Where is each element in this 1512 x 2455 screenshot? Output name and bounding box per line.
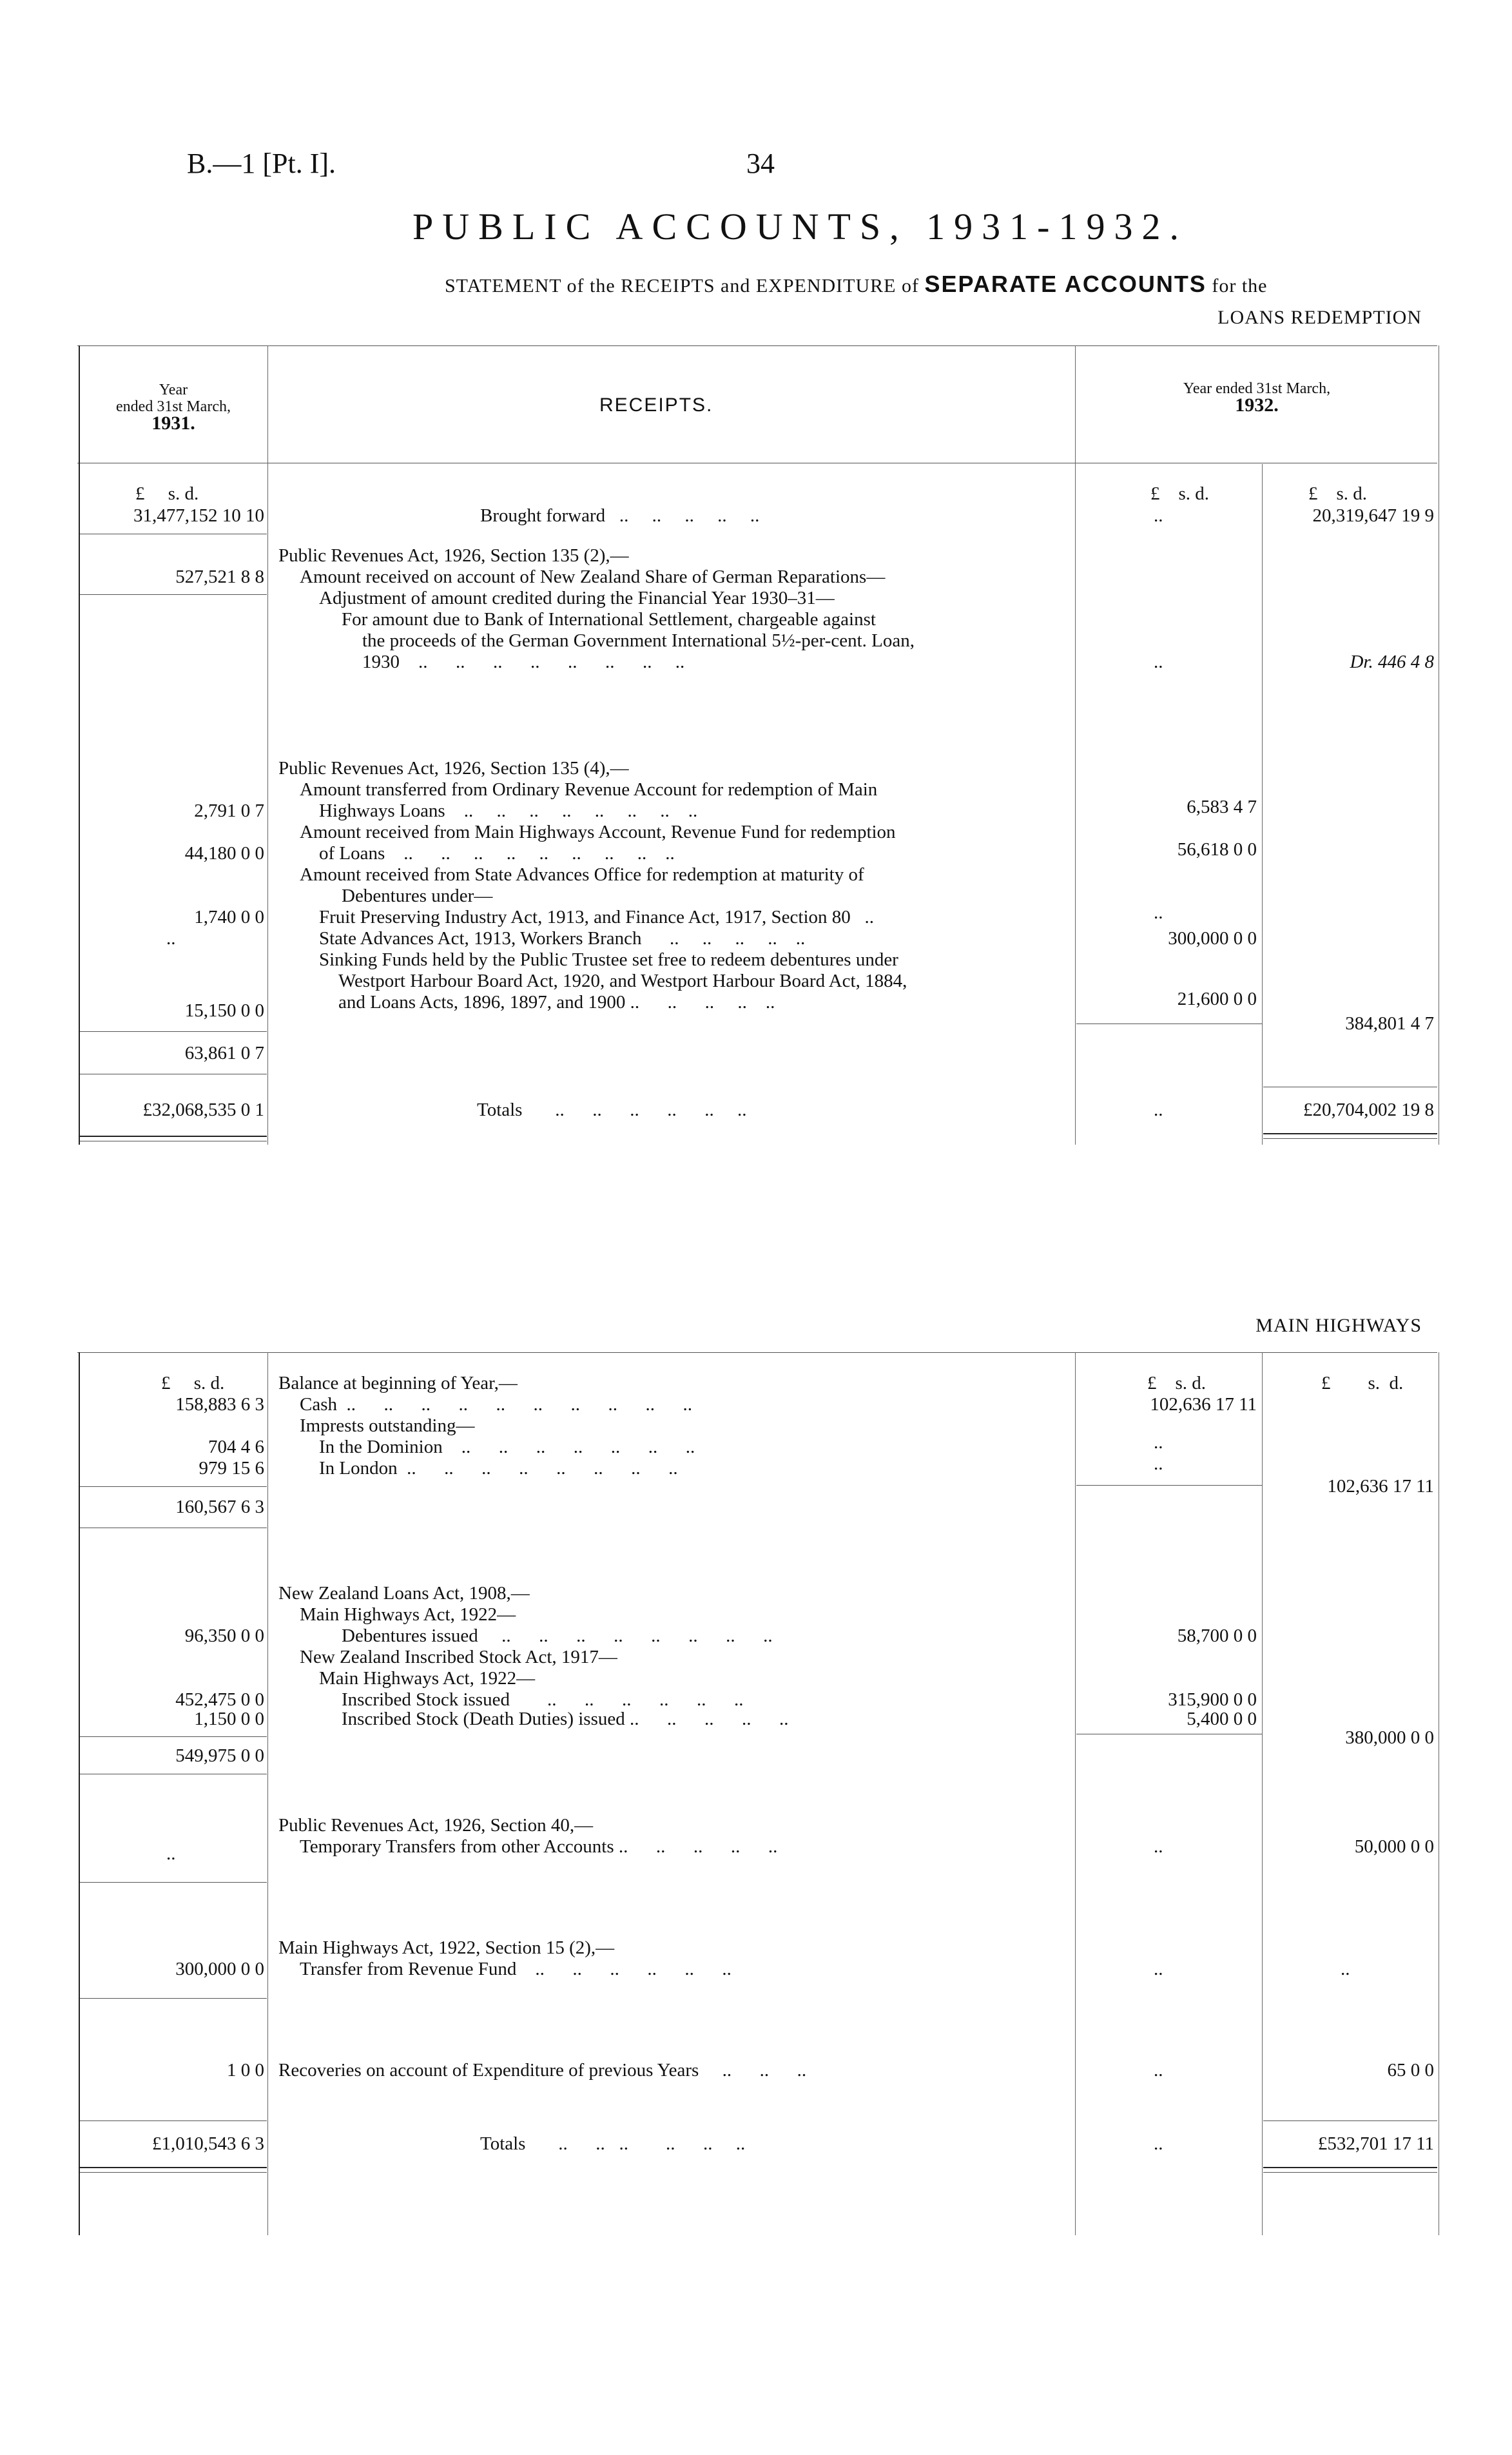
main-highways-line-2: of Loans .. .. .. .. .. .. .. .. .. — [319, 843, 675, 864]
nz-loans-act-heading: New Zealand Loans Act, 1908,— — [278, 1583, 530, 1604]
debentures-prev: 96,350 0 0 — [184, 1625, 264, 1646]
bis-line-1: For amount due to Bank of International Settlement, chargeable against — [342, 609, 876, 630]
header-ended-text: ended 31st March, — [116, 398, 231, 415]
transfer-revenue-total: .. — [1341, 1959, 1350, 1979]
header-year-text: Year — [159, 382, 188, 398]
temporary-transfers-label: Temporary Transfers from other Accounts .. .. .. .. .. — [300, 1836, 778, 1857]
account-name-loans-redemption: LOANS REDEMPTION — [1217, 307, 1422, 328]
sinking-funds-line-1: Sinking Funds held by the Public Trustee set free to redeem debentures under — [319, 949, 898, 970]
lsd-header-prev-2: £ s. d. — [161, 1373, 225, 1393]
main-highways-act-2: Main Highways Act, 1922— — [319, 1668, 536, 1689]
brought-forward-total: 20,319,647 19 9 — [1312, 505, 1434, 526]
inscribed-stock-label: Inscribed Stock issued .. .. .. .. .. .. — [342, 1689, 744, 1710]
totals-prev: £32,068,535 0 1 — [142, 1100, 264, 1120]
main-highways-act-1: Main Highways Act, 1922— — [300, 1604, 516, 1625]
dominion-label: In the Dominion .. .. .. .. .. .. .. — [319, 1437, 695, 1457]
death-duties-prev: 1,150 0 0 — [194, 1709, 264, 1729]
dominion-mid: .. — [1154, 1432, 1163, 1453]
subtotal-prev: 63,861 0 7 — [184, 1043, 264, 1063]
temporary-transfers-prev: .. — [166, 1843, 176, 1864]
pra-40-heading: Public Revenues Act, 1926, Section 40,— — [278, 1815, 594, 1836]
lsd-header-total-2: £ s. d. — [1321, 1373, 1404, 1393]
fruit-preserving-prev: 1,740 0 0 — [194, 907, 264, 927]
german-reparations-prev: 527,521 8 8 — [175, 567, 264, 587]
transfer-revenue-label: Transfer from Revenue Fund .. .. .. .. .. .. — [300, 1959, 732, 1979]
page-reference: B.—1 [Pt. I]. — [187, 148, 336, 179]
ordinary-revenue-mid: 6,583 4 7 — [1187, 797, 1257, 817]
page-number: 34 — [746, 148, 775, 179]
recoveries-label: Recoveries on account of Expenditure of previous Years .. .. .. — [278, 2060, 807, 2081]
dominion-prev: 704 4 6 — [208, 1437, 264, 1457]
workers-branch-label: State Advances Act, 1913, Workers Branch .. .. .. .. .. — [319, 928, 806, 949]
london-label: In London .. .. .. .. .. .. .. .. — [319, 1458, 678, 1479]
mha-15-heading: Main Highways Act, 1922, Section 15 (2),— — [278, 1937, 615, 1958]
temporary-transfers-total: 50,000 0 0 — [1354, 1836, 1434, 1857]
brought-forward-label: Brought forward .. .. .. .. .. — [480, 505, 760, 526]
state-advances-line-1: Amount received from State Advances Office for redemption at maturity of — [300, 864, 864, 885]
transfer-revenue-mid: .. — [1154, 1959, 1163, 1979]
balance-total: 102,636 17 11 — [1327, 1476, 1434, 1497]
sinking-funds-line-3: and Loans Acts, 1896, 1897, and 1900 .. .. .. .. .. — [338, 992, 775, 1013]
transfer-revenue-prev: 300,000 0 0 — [175, 1959, 264, 1979]
column-header-1932 — [1076, 380, 1437, 415]
pra-135-4-heading: Public Revenues Act, 1926, Section 135 (4),— — [278, 758, 629, 779]
temporary-transfers-mid: .. — [1154, 1836, 1163, 1857]
column-header-receipts: RECEIPTS. — [599, 394, 713, 416]
workers-branch-prev: .. — [166, 928, 176, 949]
totals-label-2: Totals .. .. .. .. .. .. — [480, 2133, 746, 2154]
main-highways-prev: 44,180 0 0 — [184, 843, 264, 864]
subtotal-total: 384,801 4 7 — [1345, 1013, 1434, 1034]
debentures-mid: 58,700 0 0 — [1177, 1625, 1257, 1646]
account-name-main-highways: MAIN HIGHWAYS — [1255, 1315, 1422, 1336]
lsd-header-mid: £ s. d. — [1150, 483, 1210, 504]
page-title: PUBLIC ACCOUNTS, 1931-1932. — [412, 206, 1188, 247]
bis-line-2: the proceeds of the German Government International 5½-per-cent. Loan, — [362, 630, 915, 651]
balance-prev: 160,567 6 3 — [175, 1497, 264, 1517]
workers-branch-mid: 300,000 0 0 — [1168, 928, 1257, 949]
statement-line — [445, 271, 1268, 298]
pra-135-2-heading: Public Revenues Act, 1926, Section 135 (2),— — [278, 545, 629, 566]
lsd-header-mid-2: £ s. d. — [1147, 1373, 1207, 1393]
sinking-funds-prev: 15,150 0 0 — [184, 1000, 264, 1021]
imprests-label: Imprests outstanding— — [300, 1415, 475, 1436]
london-mid: .. — [1154, 1453, 1163, 1474]
death-duties-mid: 5,400 0 0 — [1187, 1709, 1257, 1729]
header-year-1932: 1932. — [1235, 394, 1279, 416]
cash-label: Cash .. .. .. .. .. .. .. .. .. .. — [300, 1394, 692, 1415]
main-highways-mid: 56,618 0 0 — [1177, 839, 1257, 860]
totals-prev-2: £1,010,543 6 3 — [152, 2133, 264, 2154]
lsd-header-prev: £ s. d. — [135, 483, 199, 504]
ordinary-revenue-prev: 2,791 0 7 — [194, 801, 264, 821]
brought-forward-mid: .. — [1154, 505, 1163, 526]
recoveries-total: 65 0 0 — [1387, 2060, 1434, 2081]
totals-label: Totals .. .. .. .. .. .. — [477, 1100, 747, 1120]
statement-bold: SEPARATE ACCOUNTS — [924, 271, 1207, 297]
london-prev: 979 15 6 — [199, 1458, 264, 1479]
nz-inscribed-stock-act: New Zealand Inscribed Stock Act, 1917— — [300, 1647, 617, 1667]
totals-total: £20,704,002 19 8 — [1303, 1100, 1434, 1120]
main-highways-line-1: Amount received from Main Highways Account, Revenue Fund for redemption — [300, 822, 896, 842]
sinking-funds-line-2: Westport Harbour Board Act, 1920, and Westport Harbour Board Act, 1884, — [338, 971, 907, 991]
totals-mid: .. — [1154, 1100, 1163, 1120]
inscribed-stock-mid: 315,900 0 0 — [1168, 1689, 1257, 1710]
recoveries-prev: 1 0 0 — [227, 2060, 264, 2081]
header-ended-1932-text: Year ended 31st March, — [1183, 380, 1331, 397]
statement-suffix: for the — [1212, 275, 1268, 296]
loans-subtotal-prev: 549,975 0 0 — [175, 1745, 264, 1766]
adjustment-label: Adjustment of amount credited during the Financial Year 1930–31— — [319, 588, 835, 608]
ordinary-revenue-line-2: Highways Loans .. .. .. .. .. .. .. .. — [319, 801, 698, 821]
bis-mid: .. — [1154, 652, 1163, 672]
fruit-preserving-mid: .. — [1154, 902, 1163, 923]
state-advances-line-2: Debentures under— — [342, 886, 493, 906]
german-reparations-label: Amount received on account of New Zealand Share of German Reparations— — [300, 567, 886, 587]
death-duties-label: Inscribed Stock (Death Duties) issued .. .. .. .. .. — [342, 1709, 789, 1729]
recoveries-mid: .. — [1154, 2060, 1163, 2081]
lsd-header-total: £ s. d. — [1308, 483, 1368, 504]
header-year-1931: 1931. — [151, 412, 195, 434]
inscribed-stock-prev: 452,475 0 0 — [175, 1689, 264, 1710]
balance-heading: Balance at beginning of Year,— — [278, 1373, 518, 1393]
cash-mid: 102,636 17 11 — [1150, 1394, 1257, 1415]
debentures-label: Debentures issued .. .. .. .. .. .. .. .. — [342, 1625, 773, 1646]
brought-forward-prev: 31,477,152 10 10 — [133, 505, 264, 526]
statement-prefix: STATEMENT of the RECEIPTS and EXPENDITURE of — [445, 275, 919, 296]
totals-total-2: £532,701 17 11 — [1317, 2133, 1434, 2154]
column-header-1931 — [80, 382, 267, 433]
loans-subtotal-total: 380,000 0 0 — [1345, 1727, 1434, 1748]
cash-prev: 158,883 6 3 — [175, 1394, 264, 1415]
bis-line-3: 1930 .. .. .. .. .. .. .. .. — [362, 652, 685, 672]
bis-total: Dr. 446 4 8 — [1350, 652, 1434, 672]
sinking-funds-mid: 21,600 0 0 — [1177, 989, 1257, 1009]
fruit-preserving-label: Fruit Preserving Industry Act, 1913, and Finance Act, 1917, Section 80 .. — [319, 907, 875, 927]
ordinary-revenue-line-1: Amount transferred from Ordinary Revenue Account for redemption of Main — [300, 779, 878, 800]
totals-mid-2: .. — [1154, 2133, 1163, 2154]
